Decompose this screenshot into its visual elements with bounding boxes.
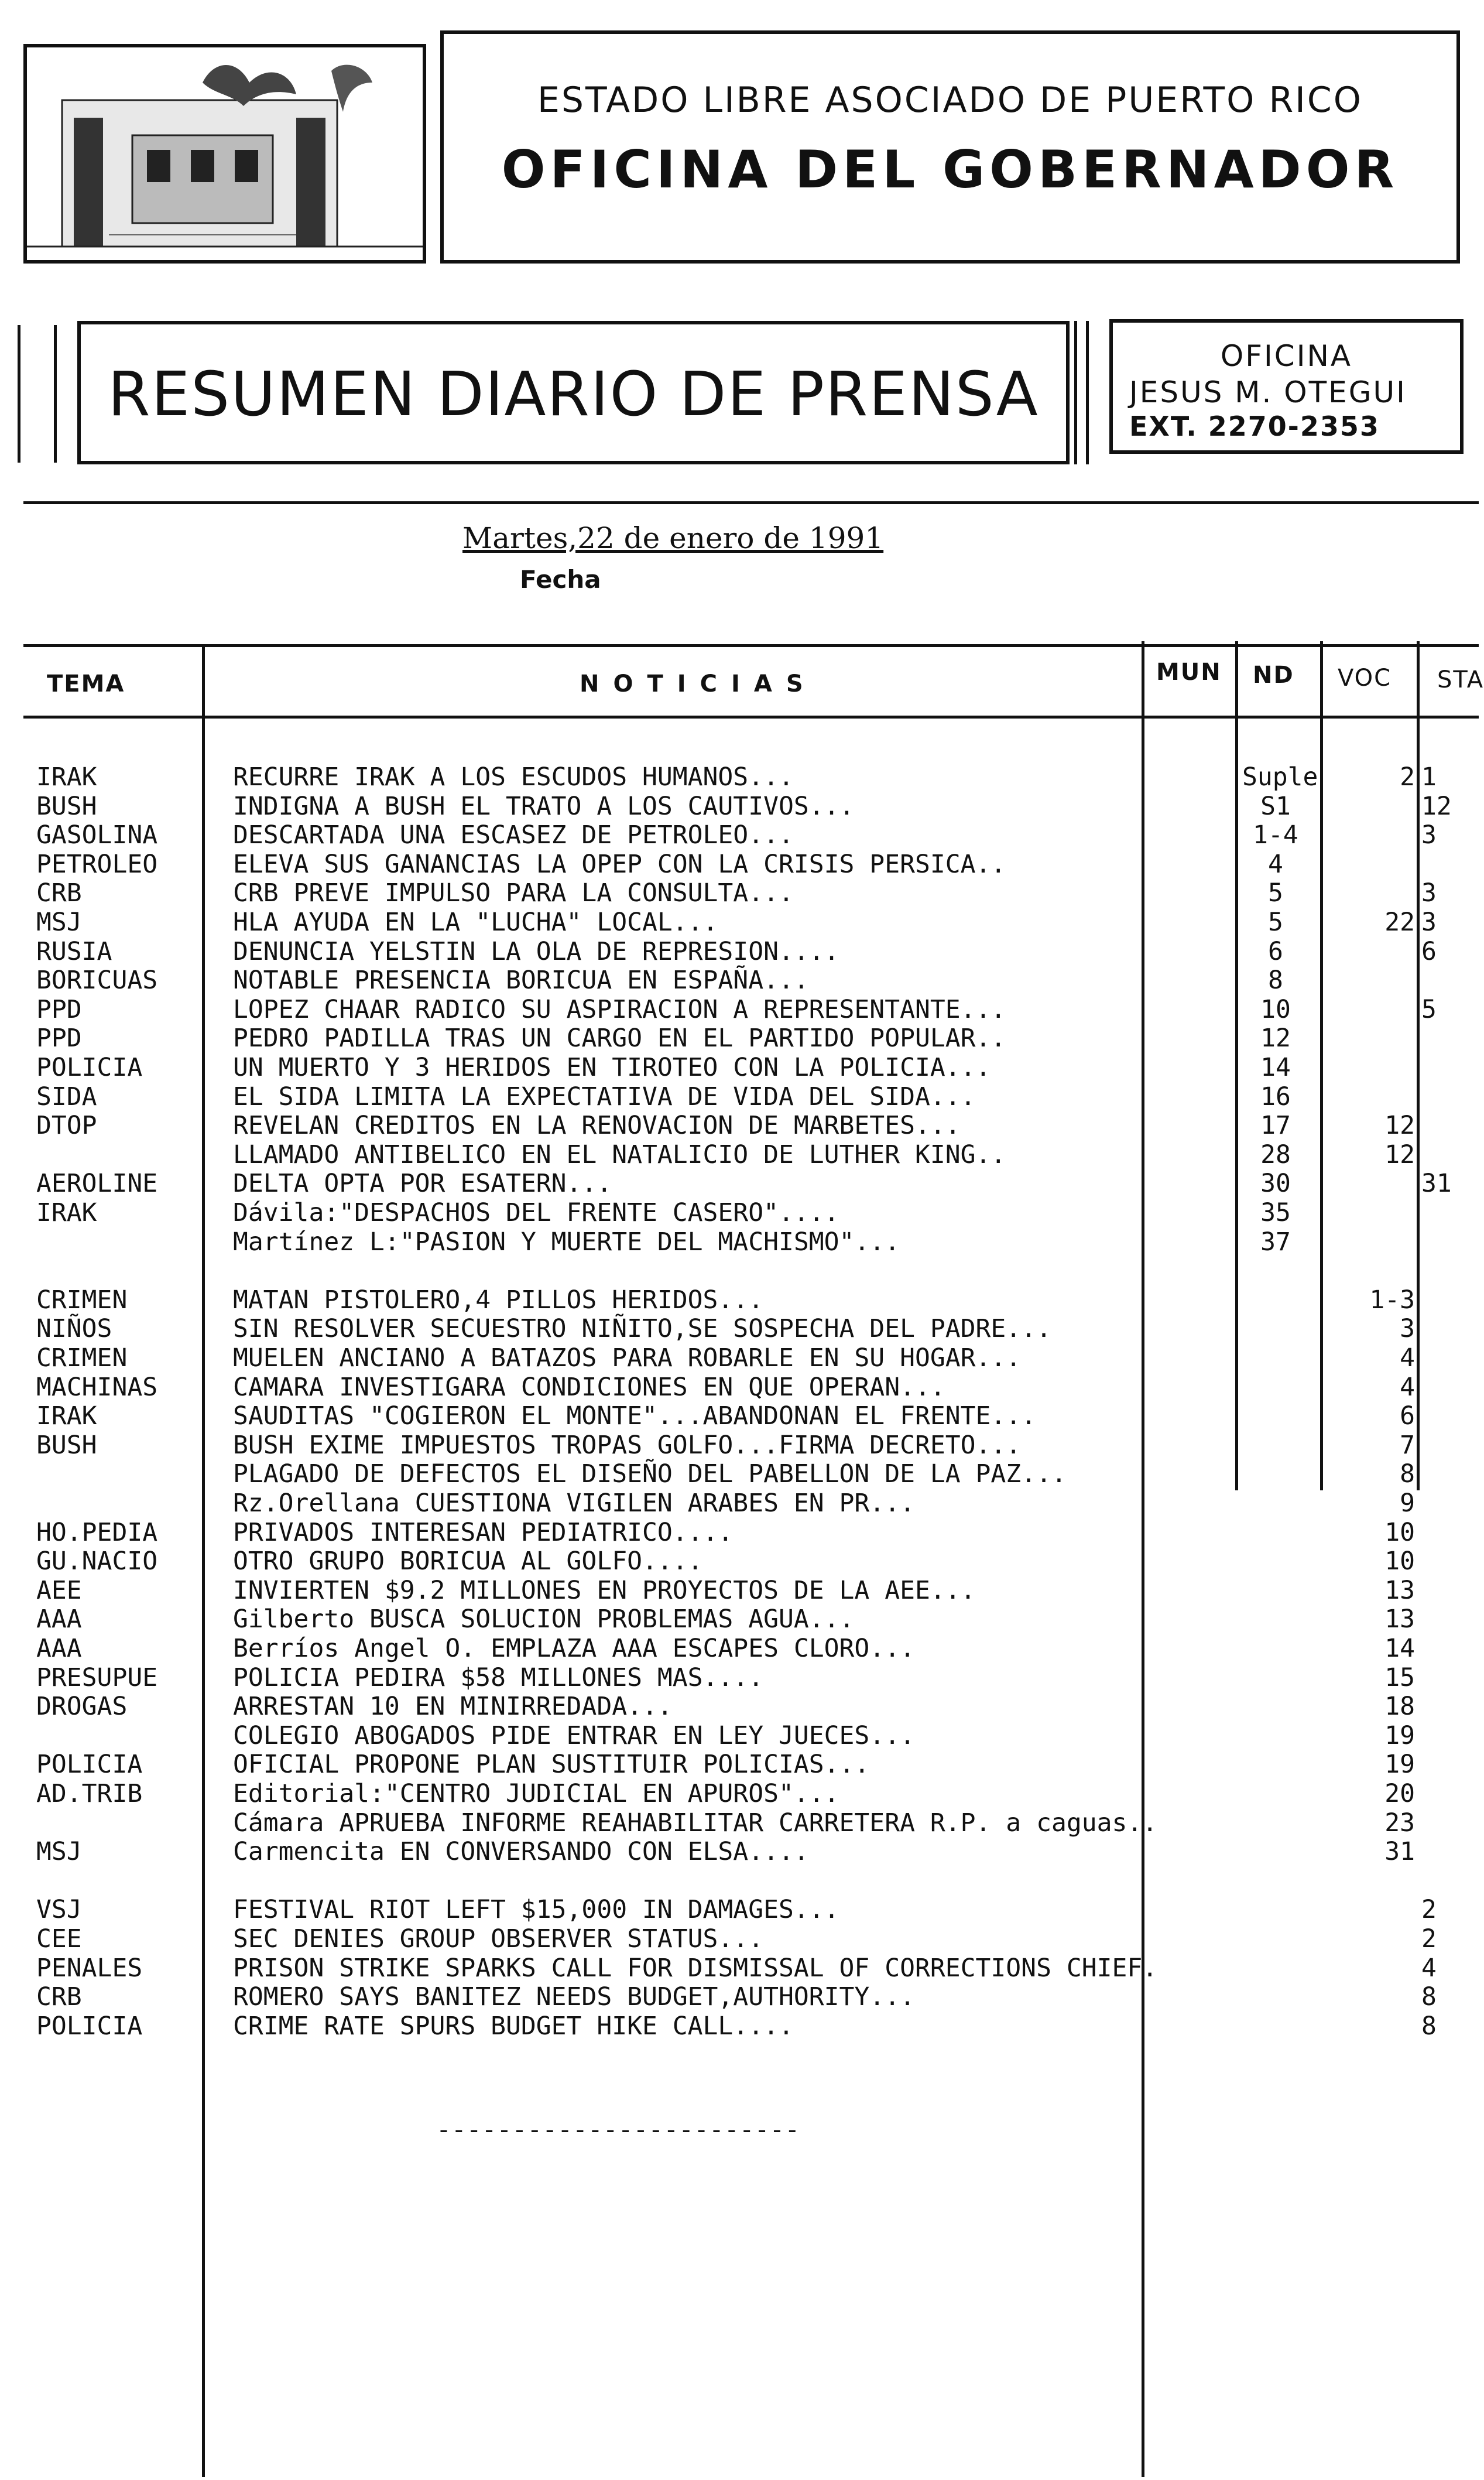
row-tema: AD.TRIB bbox=[36, 1779, 143, 1808]
col-header-nd: ND bbox=[1253, 662, 1294, 689]
row-sta: 5 bbox=[1421, 995, 1437, 1024]
row-tema: PPD bbox=[36, 1024, 82, 1053]
date-label: Fecha bbox=[520, 565, 601, 594]
row-voc: 1-3 bbox=[1369, 1285, 1415, 1315]
row-tema: POLICIA bbox=[36, 2012, 143, 2041]
row-tema: BUSH bbox=[36, 1431, 97, 1460]
row-noticia: OFICIAL PROPONE PLAN SUSTITUIR POLICIAS... bbox=[233, 1750, 870, 1779]
row-tema: PPD bbox=[36, 995, 82, 1024]
row-noticia: SIN RESOLVER SECUESTRO NIÑITO,SE SOSPECHA DEL PADRE... bbox=[233, 1314, 1051, 1343]
row-sta: 2 bbox=[1421, 1924, 1437, 1954]
row-tema: IRAK bbox=[36, 762, 97, 792]
contact-box bbox=[1109, 319, 1464, 454]
row-sta: 6 bbox=[1421, 937, 1437, 966]
row-tema: CRB bbox=[36, 1982, 82, 2012]
row-nd: Suple bbox=[1242, 762, 1318, 792]
fortaleza-logo-icon bbox=[27, 47, 423, 260]
row-nd: 17 bbox=[1260, 1111, 1291, 1140]
row-tema: PRESUPUE bbox=[36, 1663, 158, 1692]
row-noticia: PLAGADO DE DEFECTOS EL DISEÑO DEL PABELLON DE LA PAZ... bbox=[233, 1459, 1067, 1489]
row-tema: MSJ bbox=[36, 908, 82, 937]
row-noticia: RECURRE IRAK A LOS ESCUDOS HUMANOS... bbox=[233, 762, 794, 792]
title-left-rule-2 bbox=[54, 325, 57, 463]
col-header-sta: STA bbox=[1437, 666, 1484, 693]
row-noticia: PEDRO PADILLA TRAS UN CARGO EN EL PARTIDO POPULAR.. bbox=[233, 1024, 1006, 1053]
row-tema: MACHINAS bbox=[36, 1373, 158, 1402]
row-voc: 12 bbox=[1384, 1111, 1415, 1140]
row-noticia: Editorial:"CENTRO JUDICIAL EN APUROS"... bbox=[233, 1779, 839, 1808]
col-header-noticias: NOTICIAS bbox=[580, 671, 817, 697]
title-right-rule-2 bbox=[1086, 321, 1089, 464]
row-nd: 28 bbox=[1260, 1140, 1291, 1169]
row-nd: 37 bbox=[1260, 1227, 1291, 1257]
row-nd: 6 bbox=[1268, 937, 1283, 966]
row-noticia: FESTIVAL RIOT LEFT $15,000 IN DAMAGES... bbox=[233, 1895, 839, 1924]
row-voc: 10 bbox=[1384, 1518, 1415, 1547]
row-tema: GU.NACIO bbox=[36, 1547, 158, 1576]
row-noticia: MUELEN ANCIANO A BATAZOS PARA ROBARLE EN SU HOGAR... bbox=[233, 1343, 1022, 1373]
row-voc: 15 bbox=[1384, 1663, 1415, 1692]
page-title: RESUMEN DIARIO DE PRENSA bbox=[108, 358, 1039, 430]
row-voc: 23 bbox=[1384, 1808, 1415, 1838]
col-rule-voc bbox=[1320, 641, 1323, 1490]
row-nd: 10 bbox=[1260, 995, 1291, 1024]
row-tema: IRAK bbox=[36, 1198, 97, 1227]
contact-ext: EXT. 2270-2353 bbox=[1129, 411, 1380, 442]
row-sta: 8 bbox=[1421, 1982, 1437, 2012]
row-voc: 6 bbox=[1400, 1401, 1415, 1431]
row-nd: 30 bbox=[1260, 1169, 1291, 1198]
row-noticia: SAUDITAS "COGIERON EL MONTE"...ABANDONAN EL FRENTE... bbox=[233, 1401, 1037, 1431]
row-sta: 1 bbox=[1421, 762, 1437, 792]
row-noticia: BUSH EXIME IMPUESTOS TROPAS GOLFO...FIRMA DECRETO... bbox=[233, 1431, 1022, 1460]
row-noticia: Carmencita EN CONVERSANDO CON ELSA.... bbox=[233, 1837, 809, 1866]
table-top-rule bbox=[23, 644, 1479, 647]
row-noticia: SEC DENIES GROUP OBSERVER STATUS... bbox=[233, 1924, 764, 1954]
row-voc: 13 bbox=[1384, 1605, 1415, 1634]
row-voc: 18 bbox=[1384, 1692, 1415, 1721]
row-voc: 7 bbox=[1400, 1431, 1415, 1460]
row-tema: POLICIA bbox=[36, 1750, 143, 1779]
row-tema: VSJ bbox=[36, 1895, 82, 1924]
state-name: ESTADO LIBRE ASOCIADO DE PUERTO RICO bbox=[537, 80, 1363, 121]
row-noticia: CRIME RATE SPURS BUDGET HIKE CALL.... bbox=[233, 2012, 794, 2041]
row-noticia: DELTA OPTA POR ESATERN... bbox=[233, 1169, 612, 1198]
row-nd: 1-4 bbox=[1253, 820, 1298, 850]
row-tema: HO.PEDIA bbox=[36, 1518, 158, 1547]
row-voc: 19 bbox=[1384, 1750, 1415, 1779]
row-voc: 10 bbox=[1384, 1547, 1415, 1576]
row-tema: BORICUAS bbox=[36, 966, 158, 995]
row-noticia: Cámara APRUEBA INFORME REAHABILITAR CARRETERA R.P. a caguas.. bbox=[233, 1808, 1158, 1838]
row-sta: 8 bbox=[1421, 2012, 1437, 2041]
row-noticia: ROMERO SAYS BANITEZ NEEDS BUDGET,AUTHORITY... bbox=[233, 1982, 915, 2012]
row-nd: 35 bbox=[1260, 1198, 1291, 1227]
col-header-tema: TEMA bbox=[47, 671, 125, 697]
row-noticia: ARRESTAN 10 EN MINIRREDADA... bbox=[233, 1692, 673, 1721]
row-tema: SIDA bbox=[36, 1082, 97, 1111]
row-tema: NIÑOS bbox=[36, 1314, 112, 1343]
header-divider bbox=[23, 501, 1479, 504]
title-left-rule-1 bbox=[18, 325, 20, 463]
footer-separator: ------------------------ bbox=[436, 2115, 800, 2144]
row-nd: S1 bbox=[1260, 792, 1291, 821]
row-voc: 31 bbox=[1384, 1837, 1415, 1866]
row-voc: 4 bbox=[1400, 1373, 1415, 1402]
col-rule-tema bbox=[202, 644, 205, 2477]
row-noticia: Martínez L:"PASION Y MUERTE DEL MACHISMO"... bbox=[233, 1227, 900, 1257]
contact-label: OFICINA bbox=[1220, 339, 1353, 373]
row-nd: 14 bbox=[1260, 1053, 1291, 1082]
col-header-mun: MUN bbox=[1156, 659, 1222, 686]
row-noticia: COLEGIO ABOGADOS PIDE ENTRAR EN LEY JUECES... bbox=[233, 1721, 915, 1750]
office-name: OFICINA DEL GOBERNADOR bbox=[501, 139, 1399, 200]
row-tema: CEE bbox=[36, 1924, 82, 1954]
row-voc: 9 bbox=[1400, 1489, 1415, 1518]
row-tema: AEROLINE bbox=[36, 1169, 158, 1198]
col-rule-mun bbox=[1142, 641, 1144, 2477]
row-noticia: Rz.Orellana CUESTIONA VIGILEN ARABES EN PR... bbox=[233, 1489, 915, 1518]
row-noticia: EL SIDA LIMITA LA EXPECTATIVA DE VIDA DEL SIDA... bbox=[233, 1082, 976, 1111]
row-voc: 13 bbox=[1384, 1576, 1415, 1605]
row-voc: 2 bbox=[1400, 762, 1415, 792]
title-right-rule-1 bbox=[1074, 321, 1077, 464]
row-voc: 12 bbox=[1384, 1140, 1415, 1169]
row-noticia: INVIERTEN $9.2 MILLONES EN PROYECTOS DE LA AEE... bbox=[233, 1576, 976, 1605]
row-noticia: OTRO GRUPO BORICUA AL GOLFO.... bbox=[233, 1547, 703, 1576]
row-noticia: LOPEZ CHAAR RADICO SU ASPIRACION A REPRESENTANTE... bbox=[233, 995, 1006, 1024]
row-nd: 8 bbox=[1268, 966, 1283, 995]
row-nd: 5 bbox=[1268, 878, 1283, 908]
row-sta: 3 bbox=[1421, 908, 1437, 937]
row-tema: IRAK bbox=[36, 1401, 97, 1431]
row-tema: GASOLINA bbox=[36, 820, 158, 850]
row-tema: AAA bbox=[36, 1605, 82, 1634]
row-tema: AEE bbox=[36, 1576, 82, 1605]
row-sta: 4 bbox=[1421, 1954, 1437, 1983]
row-voc: 19 bbox=[1384, 1721, 1415, 1750]
row-noticia: Dávila:"DESPACHOS DEL FRENTE CASERO".... bbox=[233, 1198, 839, 1227]
office-box bbox=[440, 30, 1460, 264]
row-noticia: NOTABLE PRESENCIA BORICUA EN ESPAÑA... bbox=[233, 966, 809, 995]
row-noticia: HLA AYUDA EN LA "LUCHA" LOCAL... bbox=[233, 908, 718, 937]
logo-box bbox=[23, 44, 426, 264]
row-noticia: PRIVADOS INTERESAN PEDIATRICO.... bbox=[233, 1518, 734, 1547]
row-noticia: ELEVA SUS GANANCIAS LA OPEP CON LA CRISIS PERSICA.. bbox=[233, 850, 1006, 879]
row-tema: AAA bbox=[36, 1634, 82, 1663]
row-tema: PETROLEO bbox=[36, 850, 158, 879]
row-sta: 3 bbox=[1421, 820, 1437, 850]
row-noticia: DENUNCIA YELSTIN LA OLA DE REPRESION.... bbox=[233, 937, 839, 966]
row-noticia: INDIGNA A BUSH EL TRATO A LOS CAUTIVOS... bbox=[233, 792, 855, 821]
row-nd: 12 bbox=[1260, 1024, 1291, 1053]
row-voc: 22 bbox=[1384, 908, 1415, 937]
date-value: Martes,22 de enero de 1991 bbox=[462, 521, 884, 555]
row-tema: MSJ bbox=[36, 1837, 82, 1866]
title-box bbox=[77, 321, 1070, 464]
row-tema: PENALES bbox=[36, 1954, 143, 1983]
row-sta: 31 bbox=[1421, 1169, 1452, 1198]
row-noticia: REVELAN CREDITOS EN LA RENOVACION DE MARBETES... bbox=[233, 1111, 961, 1140]
row-sta: 2 bbox=[1421, 1895, 1437, 1924]
row-voc: 4 bbox=[1400, 1343, 1415, 1373]
row-tema: RUSIA bbox=[36, 937, 112, 966]
row-voc: 14 bbox=[1384, 1634, 1415, 1663]
row-tema: BUSH bbox=[36, 792, 97, 821]
row-noticia: CRB PREVE IMPULSO PARA LA CONSULTA... bbox=[233, 878, 794, 908]
row-sta: 3 bbox=[1421, 878, 1437, 908]
row-noticia: Berríos Angel O. EMPLAZA AAA ESCAPES CLORO... bbox=[233, 1634, 915, 1663]
row-noticia: POLICIA PEDIRA $58 MILLONES MAS.... bbox=[233, 1663, 764, 1692]
row-tema: CRB bbox=[36, 878, 82, 908]
row-tema: CRIMEN bbox=[36, 1343, 128, 1373]
row-noticia: Gilberto BUSCA SOLUCION PROBLEMAS AGUA... bbox=[233, 1605, 855, 1634]
row-noticia: PRISON STRIKE SPARKS CALL FOR DISMISSAL OF CORRECTIONS CHIEF. bbox=[233, 1954, 1158, 1983]
row-noticia: LLAMADO ANTIBELICO EN EL NATALICIO DE LUTHER KING.. bbox=[233, 1140, 1006, 1169]
row-sta: 12 bbox=[1421, 792, 1452, 821]
row-noticia: CAMARA INVESTIGARA CONDICIONES EN QUE OPERAN... bbox=[233, 1373, 945, 1402]
contact-name: JESUS M. OTEGUI bbox=[1129, 375, 1407, 409]
col-rule-sta bbox=[1417, 641, 1420, 1490]
row-nd: 16 bbox=[1260, 1082, 1291, 1111]
row-voc: 8 bbox=[1400, 1459, 1415, 1489]
row-noticia: DESCARTADA UNA ESCASEZ DE PETROLEO... bbox=[233, 820, 794, 850]
row-tema: DROGAS bbox=[36, 1692, 128, 1721]
row-nd: 5 bbox=[1268, 908, 1283, 937]
row-noticia: UN MUERTO Y 3 HERIDOS EN TIROTEO CON LA POLICIA... bbox=[233, 1053, 991, 1082]
row-voc: 20 bbox=[1384, 1779, 1415, 1808]
row-tema: POLICIA bbox=[36, 1053, 143, 1082]
row-noticia: MATAN PISTOLERO,4 PILLOS HERIDOS... bbox=[233, 1285, 764, 1315]
col-header-voc: VOC bbox=[1338, 665, 1392, 692]
table-header-rule bbox=[23, 716, 1479, 719]
row-tema: DTOP bbox=[36, 1111, 97, 1140]
row-voc: 3 bbox=[1400, 1314, 1415, 1343]
row-tema: CRIMEN bbox=[36, 1285, 128, 1315]
row-nd: 4 bbox=[1268, 850, 1283, 879]
col-rule-nd bbox=[1235, 641, 1238, 1490]
